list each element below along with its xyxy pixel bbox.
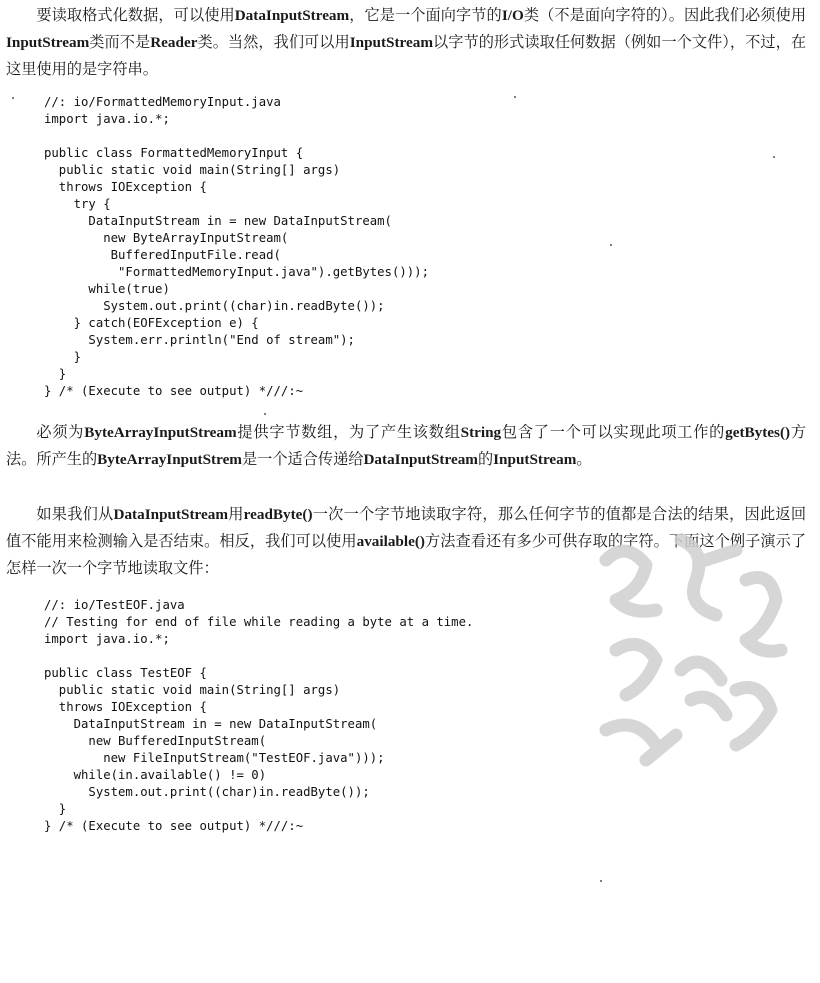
code-line: } /* (Execute to see output) *///:~ bbox=[44, 384, 304, 398]
code-line: System.out.print((char)in.readByte()); bbox=[44, 785, 370, 799]
code-line: public class TestEOF { bbox=[44, 666, 207, 680]
bold-term: String bbox=[460, 424, 502, 441]
code-line: import java.io.*; bbox=[44, 112, 170, 126]
bold-term: available() bbox=[356, 533, 425, 550]
code-line: } bbox=[44, 367, 67, 381]
text-run: 以字节的形式读取任何数据（例如一个文件），不过，在这里使用的是字符串。 bbox=[6, 33, 807, 78]
text-run: 如果我们从 bbox=[36, 505, 114, 523]
code-line: } catch(EOFException e) { bbox=[44, 316, 259, 330]
scan-speck bbox=[264, 413, 266, 415]
scan-speck bbox=[600, 880, 602, 882]
text-run: 方法查看还有多少可供存取的字符。下面这个例子演示了怎样一次一个字节地读取文件： bbox=[6, 532, 807, 577]
code-line: DataInputStream in = new DataInputStream( bbox=[44, 214, 392, 228]
bold-term: InputStream bbox=[349, 34, 433, 51]
code-line: while(true) bbox=[44, 282, 170, 296]
text-run: 提供字节数组，为了产生该数组 bbox=[236, 423, 461, 441]
text-run: 方法。所产生的 bbox=[6, 423, 807, 468]
code-line: public static void main(String[] args) bbox=[44, 163, 341, 177]
text-run: 用 bbox=[227, 505, 244, 523]
code-line: } /* (Execute to see output) *///:~ bbox=[44, 819, 304, 833]
code-line: } bbox=[44, 802, 67, 816]
code-line: //: io/FormattedMemoryInput.java bbox=[44, 95, 281, 109]
text-run: 包含了一个可以实现此项工作的 bbox=[501, 423, 726, 441]
code-line: throws IOException { bbox=[44, 180, 207, 194]
code-line: public class FormattedMemoryInput { bbox=[44, 146, 304, 160]
paragraph-intro bbox=[6, 2, 806, 83]
watermark-seal-icon bbox=[586, 520, 796, 770]
bold-term: ByteArrayInputStrem bbox=[97, 451, 242, 468]
code-line: new ByteArrayInputStream( bbox=[44, 231, 289, 245]
scan-speck bbox=[773, 156, 775, 158]
code-line bbox=[44, 128, 429, 145]
code-line: BufferedInputFile.read( bbox=[44, 248, 281, 262]
text-run: 要读取格式化数据，可以使用 bbox=[36, 6, 235, 24]
bold-term: I/O bbox=[501, 7, 524, 24]
code-line: //: io/TestEOF.java bbox=[44, 598, 185, 612]
paragraph-bytearray bbox=[6, 419, 806, 473]
code-line: DataInputStream in = new DataInputStream( bbox=[44, 717, 378, 731]
code-block-test-eof bbox=[44, 597, 473, 835]
code-line: } bbox=[44, 350, 82, 364]
bold-term: ByteArrayInputStream bbox=[84, 424, 237, 441]
bold-term: DataInputStream bbox=[113, 506, 228, 523]
bold-term: readByte() bbox=[243, 506, 313, 523]
bold-term: InputStream bbox=[493, 451, 577, 468]
code-line: public static void main(String[] args) bbox=[44, 683, 341, 697]
bold-term: getBytes() bbox=[725, 424, 791, 441]
bold-term: InputStream bbox=[6, 34, 90, 51]
text-run: 类（不是面向字符的）。因此我们必须使用 bbox=[523, 6, 807, 24]
code-line: import java.io.*; bbox=[44, 632, 170, 646]
code-line: "FormattedMemoryInput.java").getBytes())); bbox=[44, 265, 429, 279]
code-line: new FileInputStream("TestEOF.java"))); bbox=[44, 751, 385, 765]
code-line: while(in.available() != 0) bbox=[44, 768, 267, 782]
code-line: System.err.println("End of stream"); bbox=[44, 333, 355, 347]
text-run: 。 bbox=[576, 450, 592, 468]
scan-speck bbox=[610, 244, 612, 246]
scan-speck bbox=[12, 97, 14, 99]
code-line: throws IOException { bbox=[44, 700, 207, 714]
text-run: 类。当然，我们可以用 bbox=[197, 33, 350, 51]
code-line: System.out.print((char)in.readByte()); bbox=[44, 299, 385, 313]
code-block-formatted-memory-input bbox=[44, 94, 429, 400]
code-line bbox=[44, 648, 473, 665]
bold-term: Reader bbox=[150, 34, 198, 51]
text-run: 是一个适合传递给 bbox=[241, 450, 364, 468]
code-line: // Testing for end of file while reading a byte at a time. bbox=[44, 615, 474, 629]
text-run: 必须为 bbox=[36, 423, 85, 441]
bold-term: DataInputStream bbox=[363, 451, 478, 468]
code-line: new BufferedInputStream( bbox=[44, 734, 267, 748]
text-run: ，它是一个面向字节的 bbox=[349, 6, 502, 24]
text-run: 一次一个字节地读取字符，那么任何字节的值都是合法的结果，因此返回值不能用来检测输入是否结束。相反，我们可以使用 bbox=[6, 505, 807, 550]
code-line: try { bbox=[44, 197, 111, 211]
scan-speck bbox=[514, 96, 516, 98]
bold-term: DataInputStream bbox=[234, 7, 350, 24]
text-run: 类而不是 bbox=[89, 33, 151, 51]
text-run: 的 bbox=[477, 450, 494, 468]
